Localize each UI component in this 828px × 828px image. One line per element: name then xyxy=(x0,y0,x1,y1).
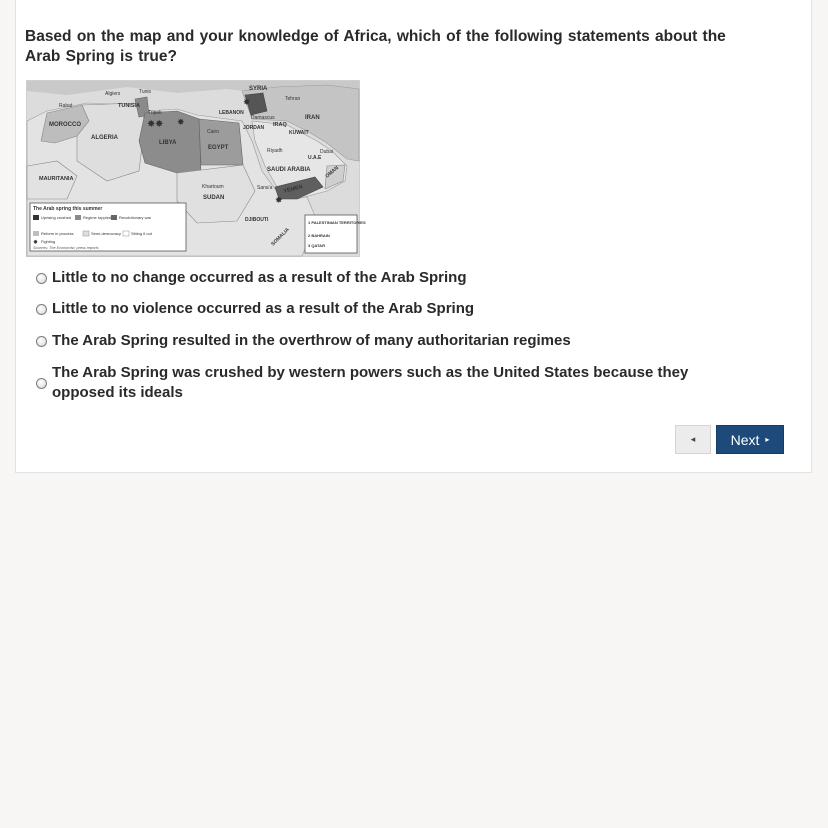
svg-text:✸: ✸ xyxy=(243,97,251,107)
svg-text:✸: ✸ xyxy=(177,117,185,127)
legend-source: Sources: The Economist; press reports xyxy=(33,246,99,250)
svg-text:✸: ✸ xyxy=(33,240,39,246)
label-somalia: SOMALIA xyxy=(270,226,291,248)
legend-semi-democracy: Semi-democracy xyxy=(91,231,122,236)
label-tunisia: TUNISIA xyxy=(118,103,140,109)
question-text: Based on the map and your knowledge of Africa, which of the following statements about the Arab Spring is true? xyxy=(25,28,726,65)
option-1[interactable] xyxy=(36,268,736,288)
label-djibouti: DJIBOUTI xyxy=(245,217,269,223)
triangle-left-icon: ◂ xyxy=(690,434,696,444)
city-sanaa: Sana'a xyxy=(257,185,273,191)
legend-regime-toppled: Regime toppled xyxy=(83,215,112,220)
label-saudi-arabia: SAUDI ARABIA xyxy=(267,167,311,173)
radio-button[interactable] xyxy=(36,304,47,315)
label-algeria: ALGERIA xyxy=(91,135,118,141)
city-riyadh: Riyadh xyxy=(267,148,283,154)
option-3[interactable] xyxy=(36,331,736,351)
radio-button[interactable] xyxy=(36,273,47,284)
label-uae: U.A.E xyxy=(308,155,322,161)
option-label: The Arab Spring was crushed by western powers such as the United States because they opposed its ideals xyxy=(52,364,689,401)
label-syria: SYRIA xyxy=(249,86,268,92)
map-graphic xyxy=(27,81,366,256)
city-tunis: Tunis xyxy=(139,89,152,95)
option-4[interactable] xyxy=(36,363,736,403)
option-2[interactable] xyxy=(36,299,736,319)
city-dubai: Dubai xyxy=(320,149,334,155)
label-yemen: YEMEN xyxy=(282,184,304,195)
legend-reform-in-process: Reform in process xyxy=(41,231,74,236)
city-damascus: Damascus xyxy=(251,115,275,121)
city-khartoum: Khartoum xyxy=(202,184,224,190)
svg-text:✸: ✸ xyxy=(155,119,164,130)
label-iran: IRAN xyxy=(305,115,320,121)
label-sudan: SUDAN xyxy=(203,195,225,201)
label-egypt: EGYPT xyxy=(208,145,229,151)
label-libya: LIBYA xyxy=(159,140,177,146)
arab-spring-map xyxy=(26,80,366,257)
next-button[interactable] xyxy=(716,425,784,454)
inset-bahrain: 2 BAHRAIN xyxy=(308,233,330,238)
option-label: Little to no change occurred as a result of the Arab Spring xyxy=(52,269,467,286)
city-cairo: Cairo xyxy=(207,129,219,135)
legend-title: The Arab spring this summer xyxy=(33,206,103,212)
triangle-right-icon: ▸ xyxy=(765,435,770,444)
legend-sitting-it-out: Sitting it out xyxy=(131,231,152,236)
option-label: Little to no violence occurred as a result of the Arab Spring xyxy=(52,300,475,317)
label-jordan: JORDAN xyxy=(243,125,265,131)
radio-button[interactable] xyxy=(36,378,47,389)
label-oman: OMAN xyxy=(324,165,340,180)
inset-palestinian-territories: 1 PALESTINIAN TERRITORIES xyxy=(308,220,366,225)
svg-text:✸: ✸ xyxy=(275,195,283,205)
label-morocco: MOROCCO xyxy=(49,122,81,128)
label-lebanon: LEBANON xyxy=(219,110,244,116)
legend-revolutionary-war: Revolutionary war xyxy=(119,215,152,220)
legend-uprising-crushed: Uprising crushed xyxy=(41,215,72,220)
city-tehran: Tehran xyxy=(285,96,301,102)
option-label: The Arab Spring resulted in the overthrow of many authoritarian regimes xyxy=(52,332,571,349)
city-tripoli: Tripoli xyxy=(148,110,162,116)
next-label: Next xyxy=(730,431,760,448)
inset-qatar: 3 QATAR xyxy=(308,243,325,248)
label-kuwait: KUWAIT xyxy=(289,130,309,136)
previous-button[interactable] xyxy=(675,425,711,454)
label-iraq: IRAQ xyxy=(273,122,287,128)
city-rabat: Rabat xyxy=(59,103,73,109)
svg-text:✸: ✸ xyxy=(147,119,156,130)
label-mauritania: MAURITANIA xyxy=(39,176,74,182)
city-algiers: Algiers xyxy=(105,91,121,97)
legend-fighting: Fighting xyxy=(41,239,56,244)
radio-button[interactable] xyxy=(36,336,47,347)
